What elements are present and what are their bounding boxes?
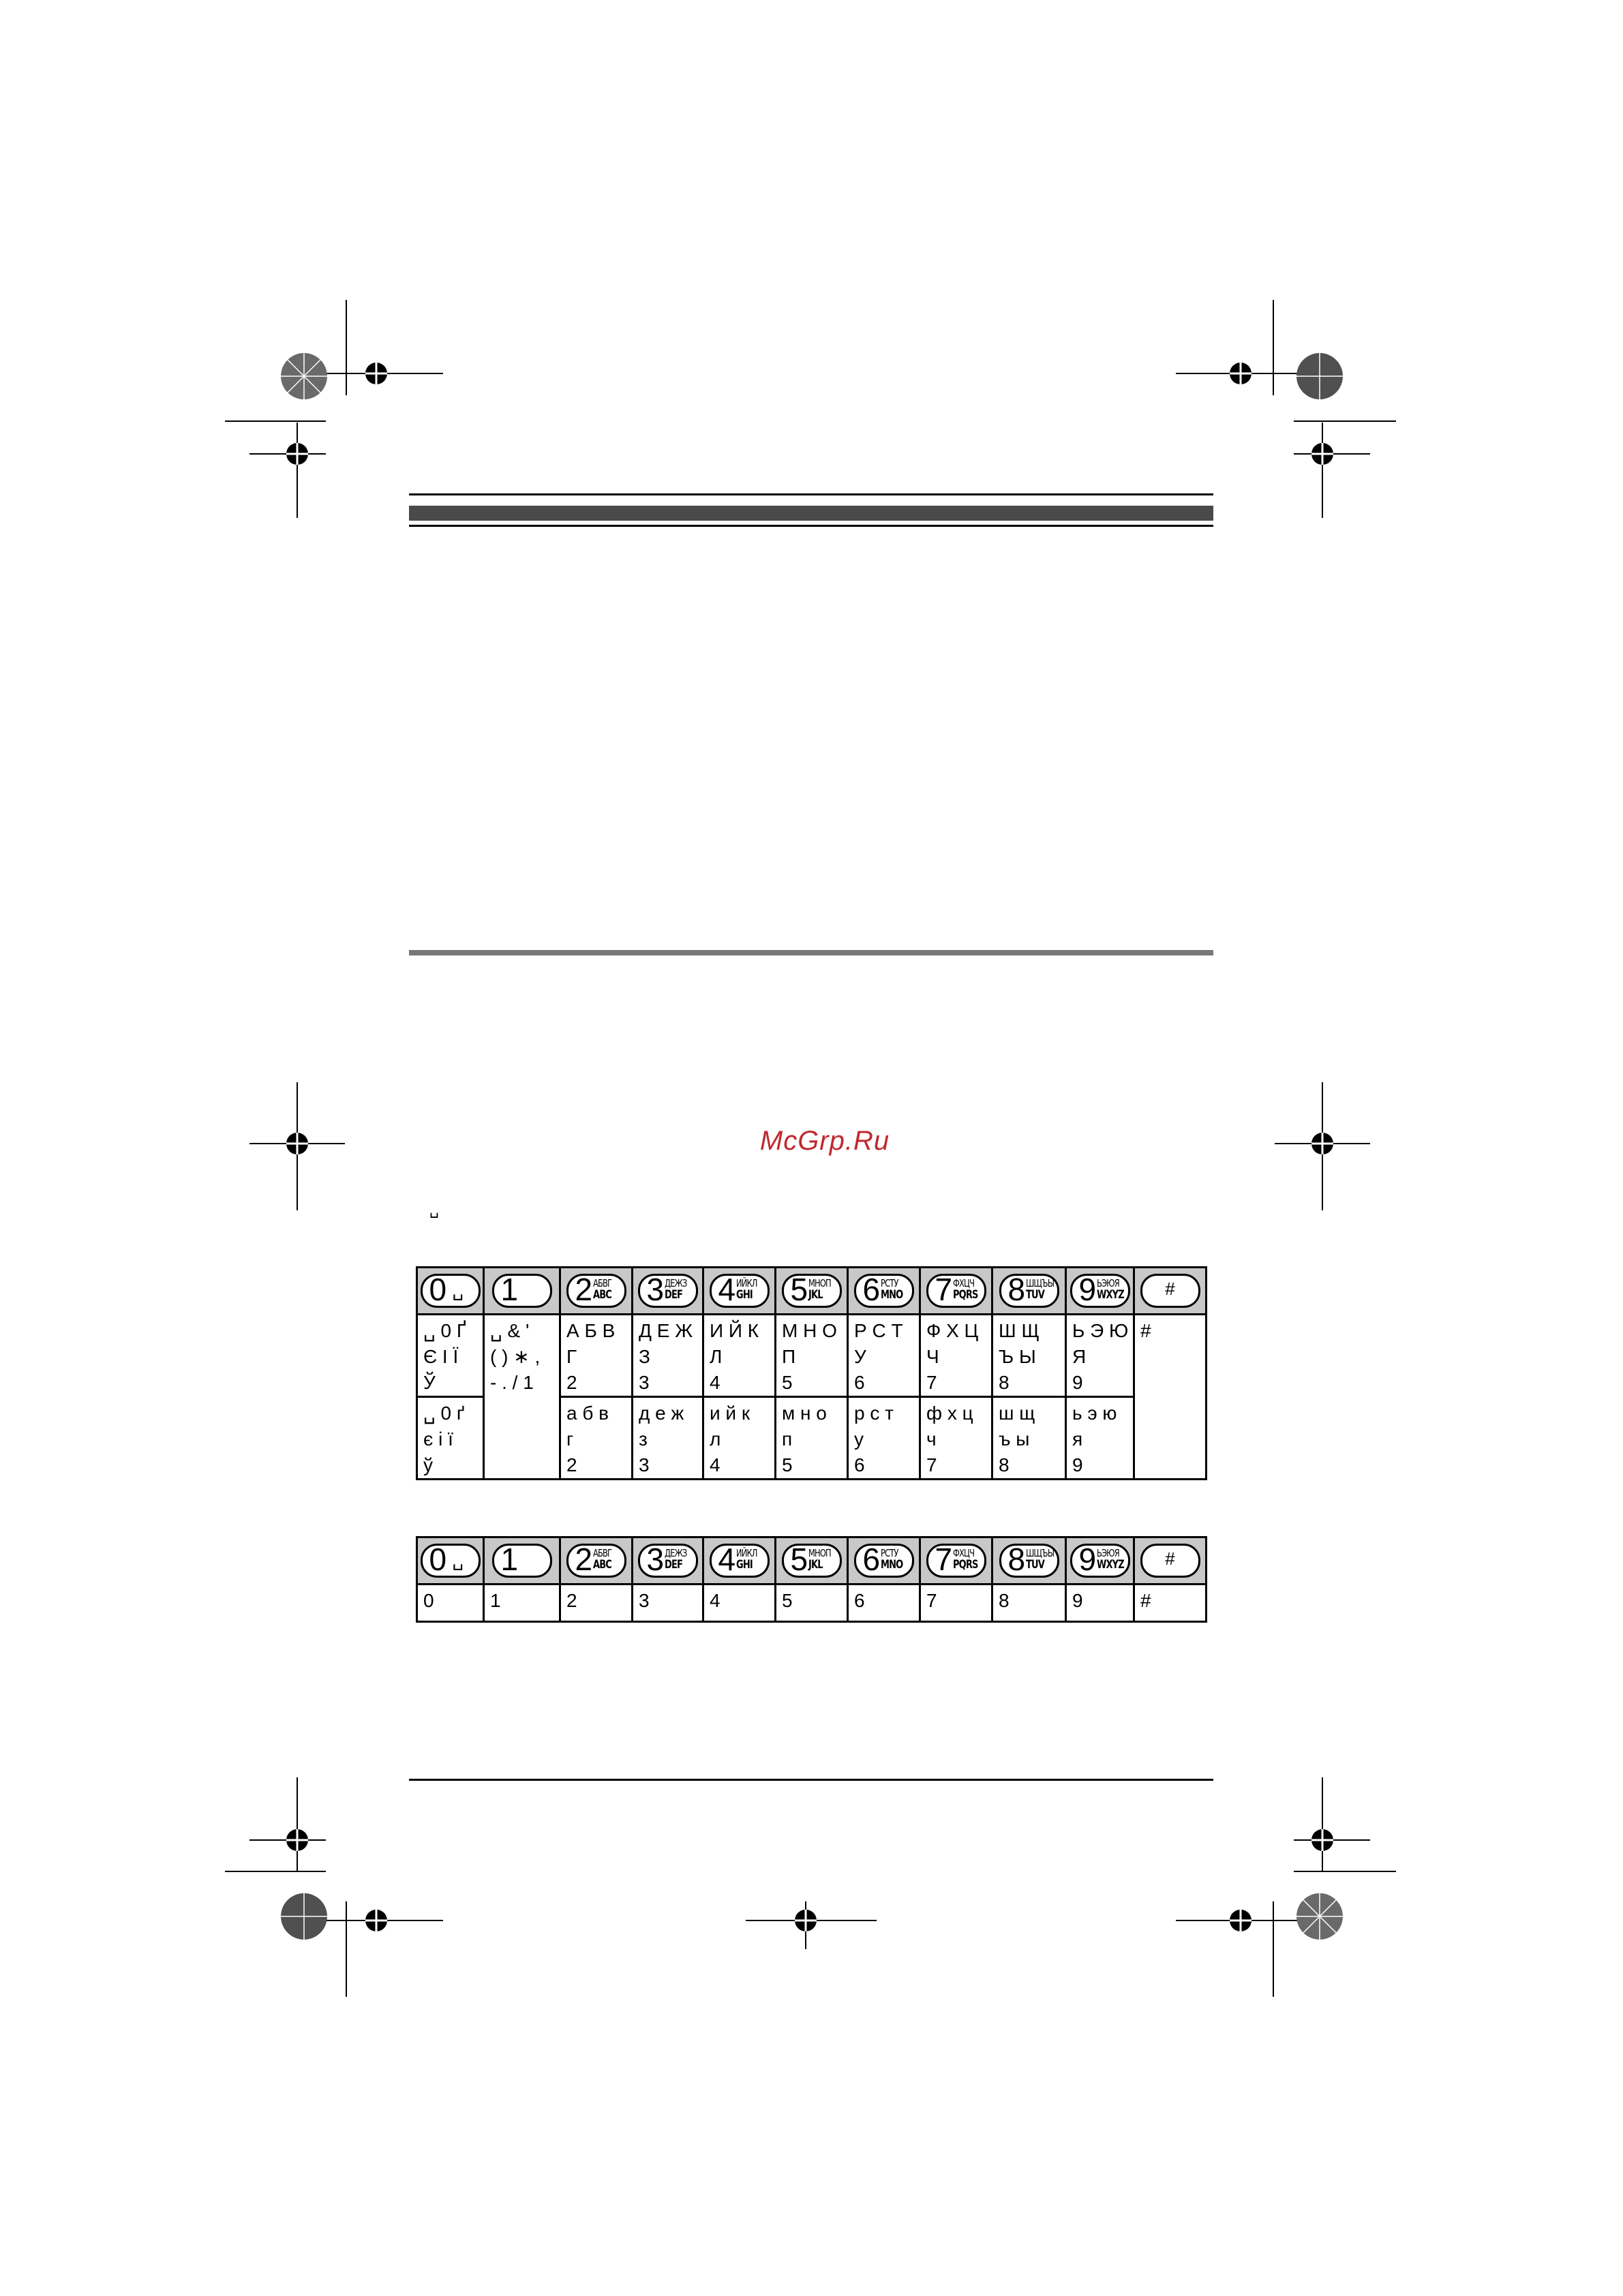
digit-value-cell [848,1585,920,1622]
char-line: 6 [854,1372,865,1393]
char-line: Р С Т [854,1320,903,1341]
char-line: ч [926,1428,937,1450]
lowercase-chars-cell [417,1397,484,1480]
key-cyrillic-letters: РСТУ [880,1277,898,1289]
digit-value: 4 [710,1590,721,1611]
digit-value: 0 [423,1590,434,1611]
char-line: ( ) ∗ , [490,1346,541,1367]
key-latin-letters: ABC [592,1288,611,1302]
key-digit: 5 [790,1272,808,1307]
key-cell-hash [1134,1537,1207,1585]
6-key-icon [854,1274,914,1308]
uppercase-row [417,1315,1207,1397]
key-latin-letters: MNO [880,1288,902,1302]
1-key-icon [492,1544,552,1578]
char-line: д е ж [639,1403,684,1424]
char-line: 8 [999,1454,1010,1475]
space-symbol: ␣ [452,1550,464,1570]
uppercase-chars-cell [484,1315,560,1480]
lowercase-chars-cell [560,1397,633,1480]
digit-value-cell [776,1585,848,1622]
key-digit: 7 [935,1272,953,1307]
key-digit: 0 [429,1272,447,1307]
key-cyrillic-letters: ШЩЪЫ [1025,1547,1054,1559]
header-thin-rule [409,493,1213,495]
char-line: - . / 1 [490,1372,534,1393]
key-header-row [417,1268,1207,1315]
watermark: McGrp.Ru [759,1126,890,1156]
char-line: я [1072,1428,1083,1450]
9-key-icon [1070,1274,1130,1308]
space-symbol-marker: ␣ [429,1201,439,1218]
char-line: 7 [926,1454,937,1475]
digit-value: 2 [566,1590,577,1611]
1-key-icon [492,1274,552,1308]
key-cell-4 [703,1268,776,1315]
key-cyrillic-letters: ШЩЪЫ [1025,1277,1054,1289]
key-latin-letters: WXYZ [1096,1288,1124,1302]
key-digit: 2 [575,1272,593,1307]
header-bottom-rule [409,525,1213,527]
key-digit: 8 [1007,1272,1026,1307]
key-latin-letters: JKL [808,1288,823,1302]
key-digit: 9 [1078,1272,1097,1307]
digit-value: 3 [639,1590,650,1611]
key-cyrillic-letters: ФХЦЧ [952,1277,974,1289]
7-key-icon [926,1274,986,1308]
key-cyrillic-letters: АБВГ [592,1277,611,1289]
4-key-icon [710,1544,770,1578]
0-key-icon [421,1274,481,1308]
char-line: # [1140,1320,1151,1341]
char-line: 9 [1072,1454,1083,1475]
char-line: 3 [639,1372,650,1393]
key-cyrillic-letters: ЬЭЮЯ [1096,1547,1119,1559]
digit-value: 8 [999,1590,1010,1611]
char-line: г [566,1428,574,1450]
key-latin-letters: DEF [664,1288,682,1302]
char-line: ь э ю [1072,1403,1117,1424]
key-digit: 1 [500,1542,519,1577]
key-digit: 7 [935,1542,953,1577]
char-line: Я [1072,1346,1087,1367]
key-digit: 6 [862,1542,881,1577]
char-line: є і ї [423,1428,453,1450]
8-key-icon [999,1274,1059,1308]
key-cyrillic-letters: РСТУ [880,1547,898,1559]
key-cell-1 [484,1268,560,1315]
key-cell-6 [848,1537,920,1585]
key-digit: 5 [790,1542,808,1577]
char-line: Ф Х Ц [926,1320,979,1341]
char-line: 5 [782,1372,793,1393]
char-line: Ъ Ы [999,1346,1036,1367]
key-cell-8 [992,1537,1066,1585]
key-cell-0 [417,1537,484,1585]
lowercase-chars-cell [633,1397,703,1480]
key-cell-9 [1066,1537,1134,1585]
digit-value-cell [1066,1585,1134,1622]
key-cyrillic-letters: ЬЭЮЯ [1096,1277,1119,1289]
8-key-icon [999,1544,1059,1578]
key-cell-6 [848,1268,920,1315]
char-line: 9 [1072,1372,1083,1393]
lowercase-chars-cell [992,1397,1066,1480]
digit-value: 7 [926,1590,937,1611]
char-line: 8 [999,1372,1010,1393]
key-latin-letters: MNO [880,1558,902,1572]
2-key-icon [566,1544,626,1578]
digit-value-cell [920,1585,992,1622]
key-latin-letters: WXYZ [1096,1558,1124,1572]
char-line: Ш Щ [999,1320,1040,1341]
char-line: П [782,1346,796,1367]
key-cell-8 [992,1268,1066,1315]
hash-symbol: # [1165,1548,1175,1569]
char-line: 2 [566,1372,577,1393]
char-line [1140,1344,1205,1370]
key-digit: 4 [718,1542,736,1577]
key-cell-0 [417,1268,484,1315]
key-cyrillic-letters: МНОП [808,1547,831,1559]
key-latin-letters: GHI [735,1558,753,1572]
char-line: 3 [639,1454,650,1475]
key-cell-7 [920,1537,992,1585]
char-line: 4 [710,1454,721,1475]
key-digit: 2 [575,1542,593,1577]
digit-value-cell [992,1585,1066,1622]
2-key-icon [566,1274,626,1308]
uppercase-chars-cell [1066,1315,1134,1397]
char-line: М Н О [782,1320,837,1341]
4-key-icon [710,1274,770,1308]
char-line: Л [710,1346,723,1367]
char-line: 7 [926,1372,937,1393]
char-line: Ў [423,1372,436,1393]
key-digit: 1 [500,1272,519,1307]
key-latin-letters: TUV [1025,1288,1044,1302]
key-cell-4 [703,1537,776,1585]
key-cell-2 [560,1537,633,1585]
lowercase-chars-cell [703,1397,776,1480]
key-cell-5 [776,1537,848,1585]
char-line: ␣ 0 ґ [423,1403,465,1424]
char-line: Ь Э Ю [1072,1320,1129,1341]
key-digit: 9 [1078,1542,1097,1577]
char-line: ў [423,1454,433,1475]
digit-value: # [1140,1590,1151,1611]
char-line: 6 [854,1454,865,1475]
char-line: 2 [566,1454,577,1475]
key-cyrillic-letters: ФХЦЧ [952,1547,974,1559]
char-line: И Й К [710,1320,759,1341]
hash-key-icon [1140,1274,1200,1308]
uppercase-chars-cell [633,1315,703,1397]
key-cyrillic-letters: ИЙКЛ [735,1277,757,1289]
digit-value-cell [560,1585,633,1622]
space-symbol: ␣ [452,1280,464,1300]
char-line: ␣ & ' [490,1320,530,1341]
key-cyrillic-letters: ДЕЖЗ [664,1277,687,1289]
digit-value-cell [417,1585,484,1622]
char-line: З [639,1346,650,1367]
uppercase-chars-cell [703,1315,776,1397]
hash-symbol: # [1165,1279,1175,1299]
9-key-icon [1070,1544,1130,1578]
char-line: у [854,1428,864,1450]
char-line: А Б В [566,1320,616,1341]
7-key-icon [926,1544,986,1578]
char-line: а б в [566,1403,609,1424]
key-digit: 8 [1007,1542,1026,1577]
char-line: Ч [926,1346,939,1367]
5-key-icon [782,1544,842,1578]
3-key-icon [638,1544,698,1578]
char-line: р с т [854,1403,894,1424]
digit-value-cell [1134,1585,1207,1622]
lowercase-chars-cell [848,1397,920,1480]
char-line: и й к [710,1403,750,1424]
digit-value: 6 [854,1590,865,1611]
3-key-icon [638,1274,698,1308]
key-digit: 4 [718,1272,736,1307]
char-line: ␣ 0 Ґ [423,1320,466,1341]
key-cell-9 [1066,1268,1134,1315]
uppercase-chars-cell [920,1315,992,1397]
digit-value: 5 [782,1590,793,1611]
key-cell-3 [633,1537,703,1585]
5-key-icon [782,1274,842,1308]
lowercase-chars-cell [776,1397,848,1480]
uppercase-chars-cell [848,1315,920,1397]
uppercase-chars-cell [776,1315,848,1397]
header-thick-bar [409,506,1213,521]
key-cell-1 [484,1537,560,1585]
key-cyrillic-letters: АБВГ [592,1547,611,1559]
key-latin-letters: PQRS [952,1288,978,1302]
key-digit: 3 [646,1272,665,1307]
digit-value: 9 [1072,1590,1083,1611]
section-divider [409,950,1213,955]
key-cyrillic-letters: ДЕЖЗ [664,1547,687,1559]
char-line: 5 [782,1454,793,1475]
char-line: м н о [782,1403,827,1424]
char-line: Є І Ї [423,1346,459,1367]
key-latin-letters: GHI [735,1288,753,1302]
key-latin-letters: TUV [1025,1558,1044,1572]
key-digit: 6 [862,1272,881,1307]
key-latin-letters: ABC [592,1558,611,1572]
key-cyrillic-letters: ИЙКЛ [735,1547,757,1559]
key-cell-3 [633,1268,703,1315]
key-cell-2 [560,1268,633,1315]
char-line: Г [566,1346,577,1367]
char-line [1140,1370,1205,1396]
char-line: У [854,1346,866,1367]
0-key-icon [421,1544,481,1578]
character-table [416,1266,1207,1480]
key-cell-5 [776,1268,848,1315]
char-line: з [639,1428,648,1450]
digit-value-cell [633,1585,703,1622]
char-line: ш щ [999,1403,1035,1424]
key-digit: 0 [429,1542,447,1577]
digit-value-cell [703,1585,776,1622]
key-latin-letters: JKL [808,1558,823,1572]
uppercase-chars-cell [417,1315,484,1397]
char-line: ъ ы [999,1428,1030,1450]
key-cell-hash [1134,1268,1207,1315]
char-line: 4 [710,1372,721,1393]
digit-row [417,1585,1207,1622]
key-latin-letters: DEF [664,1558,682,1572]
key-cyrillic-letters: МНОП [808,1277,831,1289]
uppercase-chars-cell [1134,1315,1207,1480]
char-line: ф х ц [926,1403,973,1424]
6-key-icon [854,1544,914,1578]
key-cell-7 [920,1268,992,1315]
char-line: п [782,1428,793,1450]
digit-value: 1 [490,1590,501,1611]
key-digit: 3 [646,1542,665,1577]
footer-rule [409,1779,1213,1781]
hash-key-icon [1140,1544,1200,1578]
uppercase-chars-cell [560,1315,633,1397]
char-line: Д Е Ж [639,1320,693,1341]
digit-table [416,1536,1207,1623]
digit-value-cell [484,1585,560,1622]
lowercase-chars-cell [1066,1397,1134,1480]
char-line: л [710,1428,721,1450]
key-latin-letters: PQRS [952,1558,978,1572]
key-header-row [417,1537,1207,1585]
lowercase-chars-cell [920,1397,992,1480]
uppercase-chars-cell [992,1315,1066,1397]
